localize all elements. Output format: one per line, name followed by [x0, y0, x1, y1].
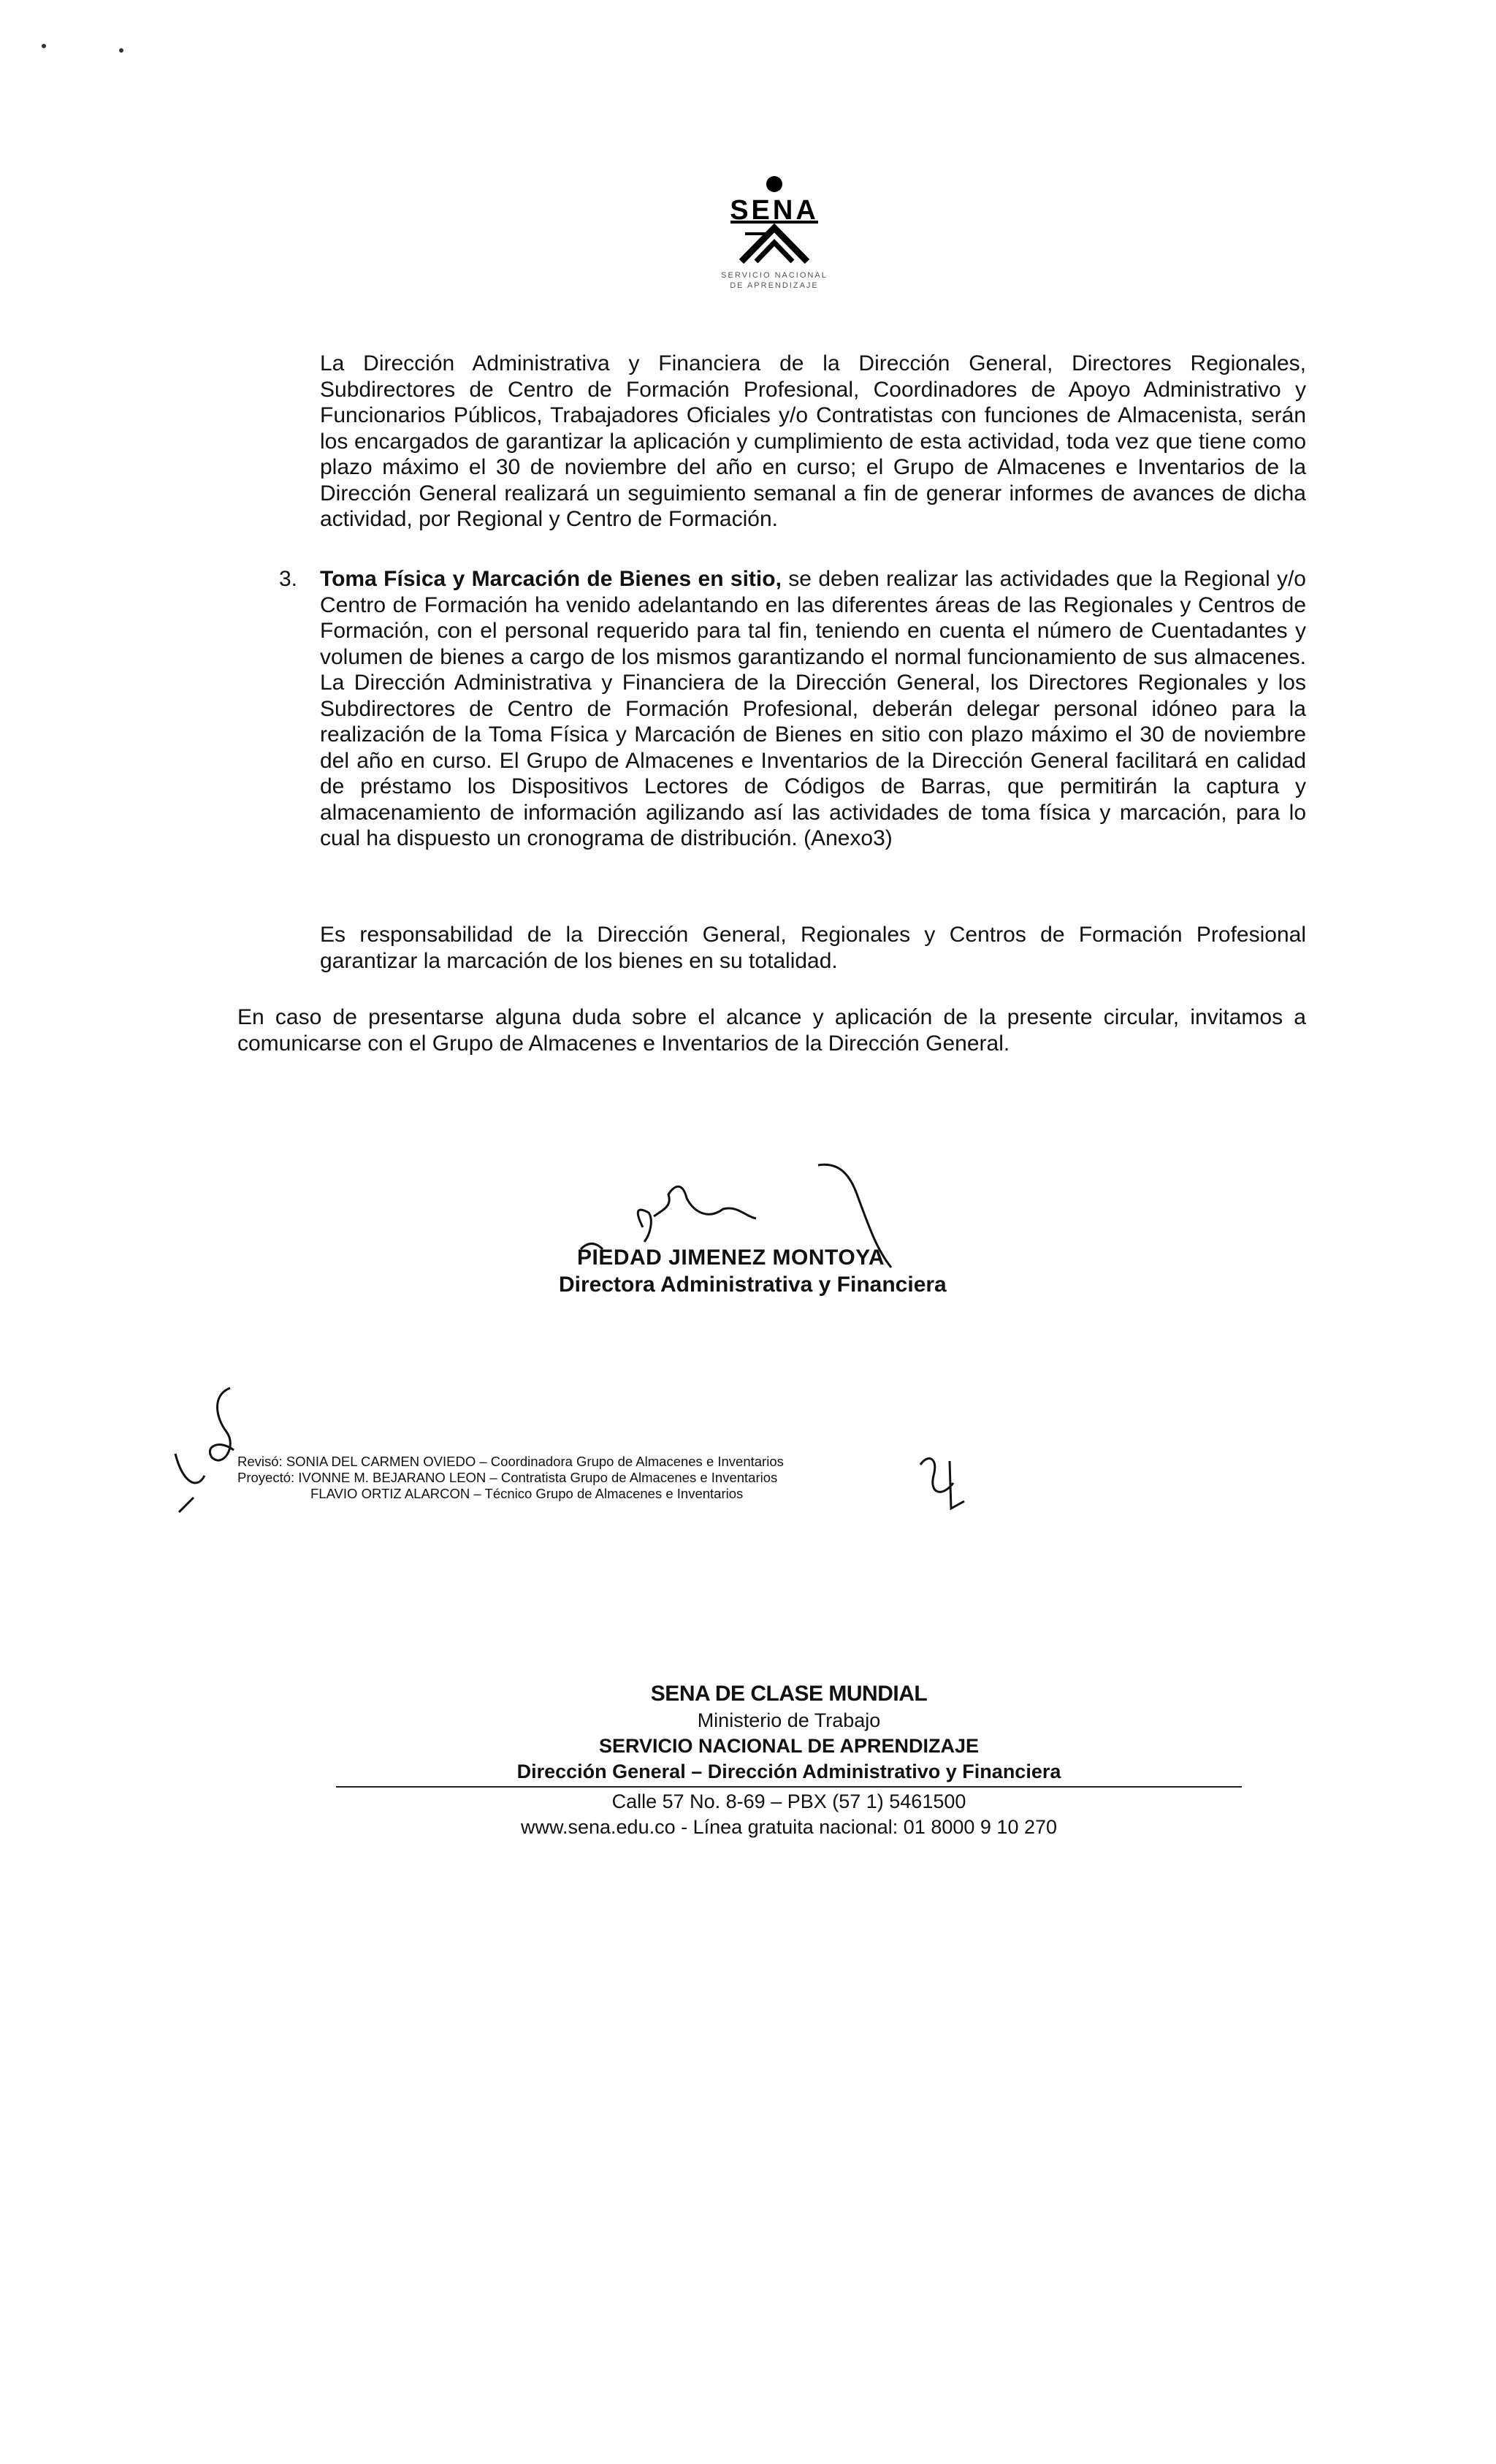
item-3-lead: Toma Física y Marcación de Bienes en sitio,	[320, 567, 782, 591]
footer-divider	[336, 1786, 1242, 1788]
footer-address: Calle 57 No. 8-69 – PBX (57 1) 5461500	[611, 1790, 966, 1812]
signer-name: PIEDAD JIMENEZ MONTOYA	[577, 1246, 885, 1270]
signer-title: Directora Administrativa y Financiera	[559, 1273, 947, 1297]
sena-logo	[701, 175, 847, 307]
logo-tagline-2: DE APRENDIZAJE	[730, 281, 819, 290]
letterhead-footer	[336, 1680, 1242, 1840]
review-line-reviso: Revisó: SONIA DEL CARMEN OVIEDO – Coordinadora Grupo de Almacenes e Inventarios	[237, 1454, 784, 1469]
logo-word: SENA	[730, 195, 819, 226]
review-line-technician: FLAVIO ORTIZ ALARCON – Técnico Grupo de Almacenes e Inventarios	[310, 1486, 744, 1501]
footer-office: Dirección General – Dirección Administrativo y Financiera	[516, 1761, 1061, 1782]
scan-speck	[119, 48, 123, 53]
paragraph-item-3	[320, 566, 1306, 852]
footer-entity: SERVICIO NACIONAL DE APRENDIZAJE	[598, 1735, 980, 1757]
review-line-proyecto: Proyectó: IVONNE M. BEJARANO LEON – Contratista Grupo de Almacenes e Inventarios	[237, 1470, 778, 1485]
paragraph-contact: En caso de presentarse alguna duda sobre el alcance y aplicación de la presente circular, invitamos a comunicarse con el Grupo de Almacenes e Inventarios de la Dirección General.	[237, 1005, 1306, 1056]
scan-speck	[42, 44, 46, 48]
paragraph-responsibilities: La Dirección Administrativa y Financiera de la Dirección General, Directores Regionales, Subdirectores de Centro de Formación Profesional, Coordinadores de Apoyo Administrativo y Funcionarios Públicos, Trabajadores Oficiales y/o Contratistas con funciones de Almacenista, serán los encargados de garantizar la aplicación y cumplimiento de esta actividad, toda vez que tiene como plazo máximo el 30 de noviembre del año en curso; el Grupo de Almacenes e Inventarios de la Dirección General realizará un seguimiento semanal a fin de generar informes de avances de dicha actividad, por Regional y Centro de Formación.	[320, 351, 1306, 531]
footer-slogan: SENA DE CLASE MUNDIAL	[650, 1682, 928, 1706]
sena-logo-mark	[701, 175, 847, 267]
logo-tagline-1: SERVICIO NACIONAL	[721, 271, 828, 280]
footer-website: www.sena.edu.co - Línea gratuita nacional: 01 8000 9 10 270	[520, 1816, 1058, 1838]
item-number: 3.	[279, 567, 298, 591]
footer-ministry: Ministerio de Trabajo	[697, 1709, 881, 1731]
paragraph-marking-responsibility: Es responsabilidad de la Dirección General, Regionales y Centros de Formación Profesional garantizar la marcación de los bienes en su totalidad.	[320, 923, 1306, 973]
item-3-body: se deben realizar las actividades que la Regional y/o Centro de Formación ha venido adelantando en las diferentes áreas de las Regionales y Centros de Formación, con el personal requerido para tal fin, teniendo en cuenta el número de Cuentadantes y volumen de bienes a cargo de los mismos garantizando el normal funcionamiento de sus almacenes. La Dirección Administrativa y Financiera de la Dirección General, los Directores Regionales y los Subdirectores de Centro de Formación Profesional, deberán delegar personal idóneo para la realización de la Toma Física y Marcación de Bienes en sitio con plazo máximo el 30 de noviembre del año en curso. El Grupo de Almacenes e Inventarios de la Dirección General facilitará en calidad de préstamo los Dispositivos Lectores de Códigos de Barras, que permitirán la captura y almacenamiento de información agilizando así las actividades de toma física y marcación, para lo cual ha dispuesto un cronograma de distribución. (Anexo3)	[320, 567, 1306, 850]
